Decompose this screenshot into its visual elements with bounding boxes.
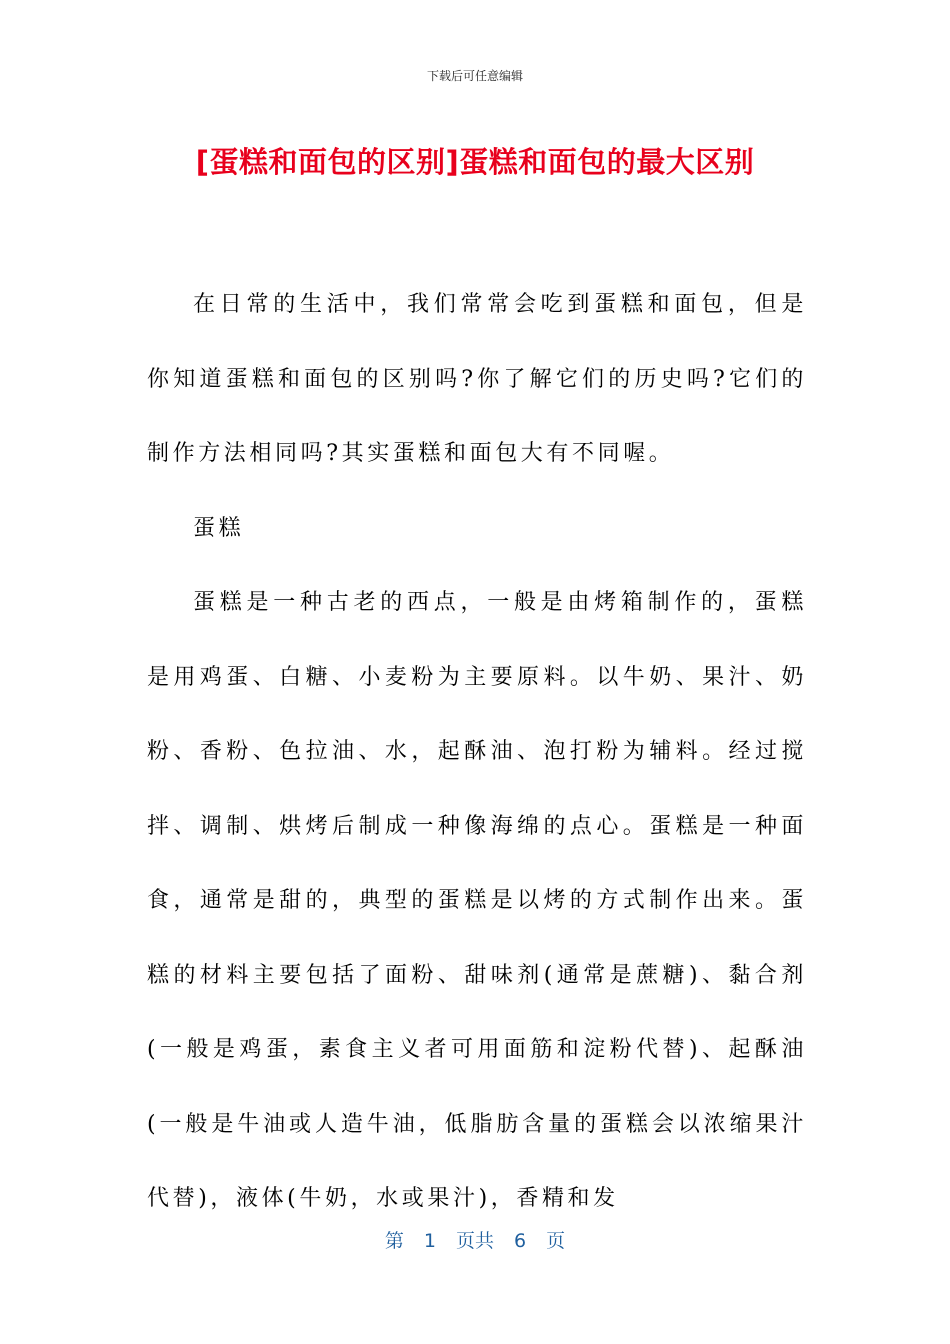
current-page-number: 1	[423, 1230, 436, 1252]
page-label-suffix: 页	[546, 1230, 566, 1252]
section-heading-cake: 蛋糕	[193, 515, 245, 541]
header-note: 下载后可任意编辑	[426, 69, 523, 83]
page-label-prefix: 第	[384, 1230, 404, 1252]
paragraph-cake-description: 蛋糕是一种古老的西点，一般是由烤箱制作的，蛋糕是用鸡蛋、白糖、小麦粉为主要原料。以牛奶、果汁、奶粉、香粉、色拉油、水，起酥油、泡打粉为辅料。经过搅拌、调制、烘烤后制成一种像海绵的点心。蛋糕是一种面食，通常是甜的，典型的蛋糕是以烤的方式制作出来。蛋糕的材料主要包括了面粉、甜味剂(通常是蔗糖)、黏合剂(一般是鸡蛋，素食主义者可用面筋和淀粉代替)、起酥油(一般是牛油或人造牛油，低脂肪含量的蛋糕会以浓缩果汁代替)，液体(牛奶，水或果汁)，香精和发	[147, 590, 807, 1211]
document-title: [蛋糕和面包的区别]蛋糕和面包的最大区别	[195, 145, 755, 179]
paragraph-intro: 在日常的生活中，我们常常会吃到蛋糕和面包，但是你知道蛋糕和面包的区别吗?你了解它们的历史吗?它们的制作方法相同吗?其实蛋糕和面包大有不同喔。	[147, 292, 807, 466]
page-footer	[0, 1226, 950, 1253]
page-label-mid: 页共	[455, 1230, 494, 1252]
document-body	[147, 268, 807, 1237]
total-pages-number: 6	[514, 1230, 527, 1252]
